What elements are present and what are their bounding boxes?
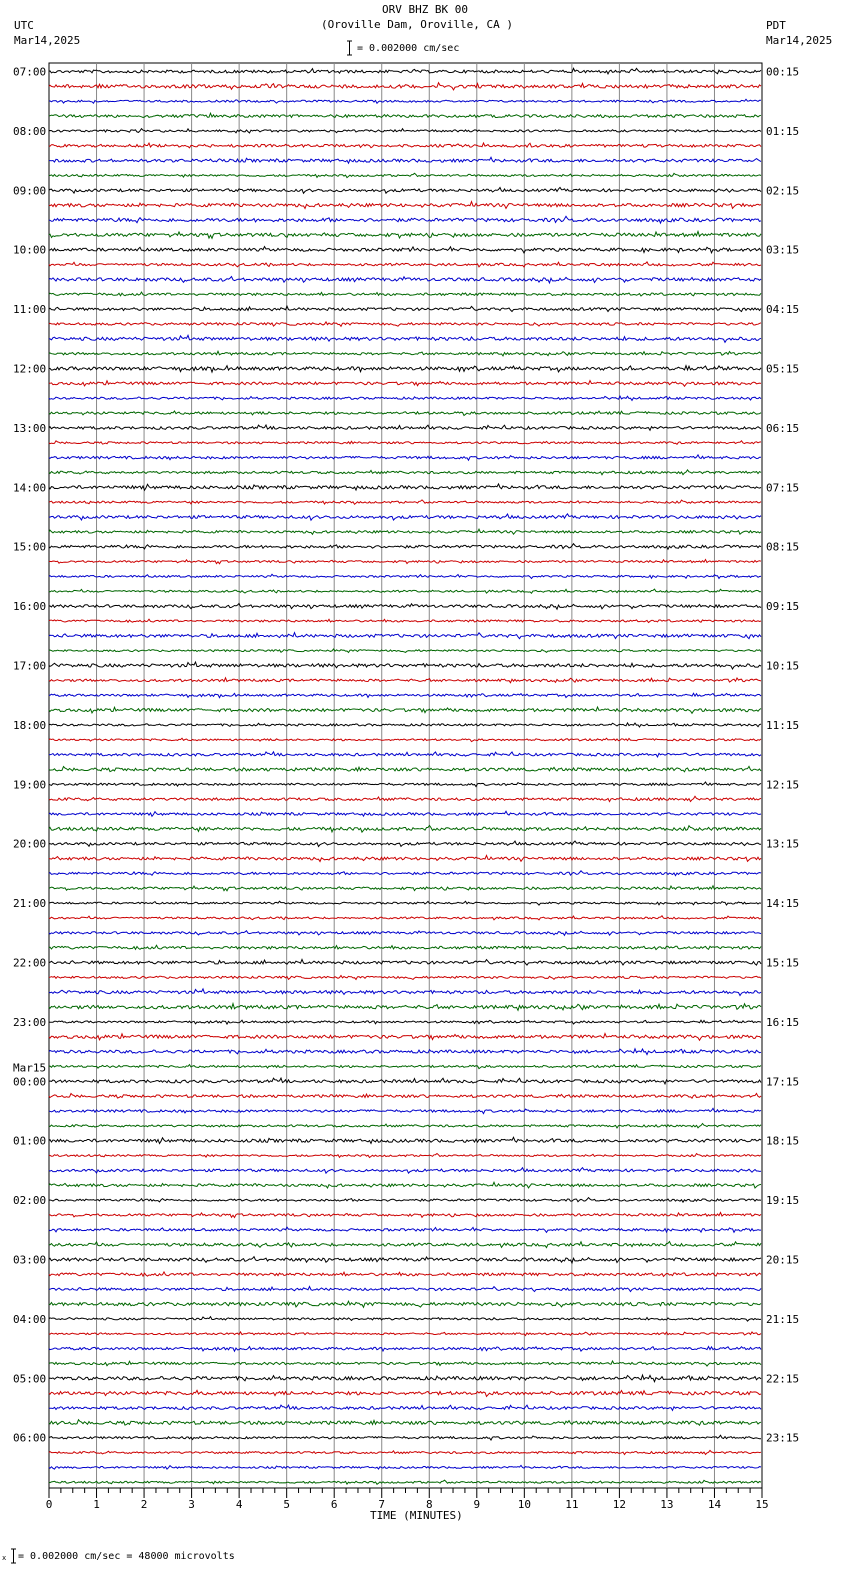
seismic-trace bbox=[49, 455, 761, 460]
x-tick-label: 14 bbox=[707, 1498, 722, 1511]
seismic-trace bbox=[49, 113, 761, 117]
seismic-trace bbox=[49, 1034, 761, 1041]
seismic-trace bbox=[49, 143, 761, 148]
seismic-trace bbox=[49, 871, 761, 876]
seismic-trace bbox=[49, 901, 761, 905]
seismic-trace bbox=[49, 723, 761, 727]
utc-hour-label: 02:00 bbox=[13, 1194, 47, 1208]
utc-hour-label: 12:00 bbox=[13, 362, 47, 376]
pdt-hour-label: 20:15 bbox=[766, 1253, 800, 1267]
pdt-hour-label: 21:15 bbox=[766, 1312, 800, 1326]
seismic-trace bbox=[49, 826, 761, 833]
date-change-label: Mar15 bbox=[13, 1061, 47, 1075]
seismic-trace bbox=[49, 811, 761, 816]
pdt-hour-label: 07:15 bbox=[766, 481, 800, 495]
seismic-trace bbox=[49, 841, 761, 847]
seismic-trace bbox=[49, 574, 761, 578]
seismic-trace bbox=[49, 425, 761, 430]
seismic-trace bbox=[49, 396, 761, 400]
seismic-trace bbox=[49, 232, 761, 239]
seismic-trace bbox=[49, 1108, 761, 1113]
seismic-trace bbox=[49, 1332, 761, 1336]
seismic-trace bbox=[49, 1375, 761, 1382]
seismic-trace bbox=[49, 277, 761, 283]
utc-hour-label: 16:00 bbox=[13, 600, 47, 614]
x-tick-label: 3 bbox=[188, 1498, 195, 1511]
x-tick-label: 5 bbox=[283, 1498, 290, 1511]
utc-hour-label: 08:00 bbox=[13, 124, 47, 138]
seismic-trace bbox=[49, 693, 761, 697]
station-title: ORV BHZ BK 00 bbox=[381, 3, 469, 16]
scale-text: = 0.002000 cm/sec bbox=[357, 43, 460, 54]
utc-hour-label: 18:00 bbox=[13, 718, 47, 732]
seismic-trace bbox=[49, 529, 761, 534]
x-tick-label: 0 bbox=[45, 1498, 53, 1511]
seismic-trace bbox=[49, 83, 761, 90]
seismic-trace bbox=[49, 1065, 761, 1069]
x-tick-label: 2 bbox=[140, 1498, 148, 1511]
location-title: (Oroville Dam, Oroville, CA ) bbox=[320, 18, 514, 31]
seismic-trace bbox=[49, 366, 761, 373]
seismic-trace bbox=[49, 1390, 761, 1396]
seismic-trace bbox=[49, 1347, 761, 1352]
right-date: Mar14,2025 bbox=[766, 34, 833, 47]
footer-scale bbox=[2, 1548, 235, 1564]
x-tick-label: 8 bbox=[425, 1498, 433, 1511]
utc-hour-label: 19:00 bbox=[13, 778, 47, 792]
seismic-trace bbox=[49, 707, 761, 713]
seismic-trace bbox=[49, 678, 761, 683]
pdt-hour-label: 16:15 bbox=[766, 1015, 800, 1029]
x-tick-label: 4 bbox=[235, 1498, 243, 1511]
footer-scale-text: = 0.002000 cm/sec = 48000 microvolts bbox=[18, 1551, 235, 1562]
x-tick-label: 1 bbox=[93, 1498, 100, 1511]
seismic-trace bbox=[49, 173, 761, 177]
seismic-trace bbox=[49, 1301, 761, 1307]
seismic-trace bbox=[49, 604, 761, 610]
utc-hour-label: 00:00 bbox=[13, 1075, 47, 1089]
seismic-trace bbox=[49, 411, 761, 416]
seismic-trace bbox=[49, 514, 761, 520]
left-date: Mar14,2025 bbox=[14, 34, 81, 47]
seismic-trace bbox=[49, 976, 761, 980]
seismic-trace bbox=[49, 470, 761, 475]
x-axis-title: TIME (MINUTES) bbox=[370, 1509, 463, 1522]
seismic-trace bbox=[49, 129, 761, 133]
utc-hour-label: 20:00 bbox=[13, 837, 47, 851]
pdt-hour-label: 18:15 bbox=[766, 1134, 800, 1148]
seismic-trace bbox=[49, 292, 761, 296]
seismic-trace bbox=[49, 1227, 761, 1232]
seismic-trace bbox=[49, 500, 761, 504]
x-tick-label: 9 bbox=[473, 1498, 481, 1511]
seismic-trace bbox=[49, 649, 761, 653]
left-timezone: UTC bbox=[14, 19, 34, 32]
seismic-trace bbox=[49, 1465, 761, 1469]
seismic-trace bbox=[49, 959, 761, 965]
utc-hour-label: 17:00 bbox=[13, 659, 47, 673]
pdt-hour-label: 13:15 bbox=[766, 837, 800, 851]
seismic-trace bbox=[49, 589, 761, 593]
pdt-hour-label: 11:15 bbox=[766, 718, 800, 732]
seismic-trace bbox=[49, 157, 761, 163]
seismic-trace bbox=[49, 441, 761, 445]
pdt-hour-label: 14:15 bbox=[766, 897, 800, 911]
pdt-hour-label: 15:15 bbox=[766, 956, 800, 970]
svg-text:x: x bbox=[2, 1554, 7, 1562]
utc-hour-label: 03:00 bbox=[13, 1253, 47, 1267]
seismic-trace bbox=[49, 886, 761, 891]
seismic-trace bbox=[49, 662, 761, 669]
utc-hour-label: 23:00 bbox=[13, 1015, 47, 1029]
seismic-trace bbox=[49, 1154, 761, 1158]
seismic-trace bbox=[49, 1317, 761, 1321]
seismic-trace bbox=[49, 1078, 761, 1084]
seismic-trace bbox=[49, 247, 761, 253]
utc-hour-label: 06:00 bbox=[13, 1431, 47, 1445]
seismic-trace bbox=[49, 1124, 761, 1128]
scale-bar-icon bbox=[2, 1548, 18, 1564]
x-tick-label: 13 bbox=[660, 1498, 674, 1511]
pdt-hour-label: 19:15 bbox=[766, 1194, 800, 1208]
seismic-trace bbox=[49, 855, 761, 861]
seismic-trace bbox=[49, 1435, 761, 1440]
seismic-trace bbox=[49, 1093, 761, 1098]
pdt-hour-label: 10:15 bbox=[766, 659, 800, 673]
seismic-trace bbox=[49, 306, 761, 311]
seismic-trace bbox=[49, 738, 761, 741]
seismic-trace bbox=[49, 202, 761, 209]
x-tick-label: 10 bbox=[517, 1498, 531, 1511]
utc-hour-label: 01:00 bbox=[13, 1134, 47, 1148]
seismic-trace bbox=[49, 619, 761, 622]
seismic-trace bbox=[49, 484, 761, 490]
seismic-trace bbox=[49, 931, 761, 936]
seismic-trace bbox=[49, 989, 761, 996]
seismic-trace bbox=[49, 1020, 761, 1024]
utc-hour-label: 05:00 bbox=[13, 1372, 47, 1386]
pdt-hour-label: 02:15 bbox=[766, 184, 800, 198]
pdt-hour-label: 03:15 bbox=[766, 243, 800, 257]
x-tick-label: 7 bbox=[378, 1498, 386, 1511]
seismic-trace bbox=[49, 1480, 761, 1484]
pdt-hour-label: 17:15 bbox=[766, 1075, 800, 1089]
seismic-trace bbox=[49, 1213, 761, 1218]
pdt-hour-label: 05:15 bbox=[766, 362, 800, 376]
seismic-trace bbox=[49, 99, 761, 103]
seismic-trace bbox=[49, 782, 761, 787]
utc-hour-label: 07:00 bbox=[13, 65, 47, 79]
seismic-trace bbox=[49, 1182, 761, 1188]
seismic-trace bbox=[49, 1272, 761, 1277]
seismic-trace bbox=[49, 1361, 761, 1366]
pdt-hour-label: 06:15 bbox=[766, 421, 800, 435]
pdt-hour-label: 09:15 bbox=[766, 600, 800, 614]
right-timezone: PDT bbox=[766, 19, 786, 32]
utc-hour-label: 22:00 bbox=[13, 956, 47, 970]
seismic-trace bbox=[49, 1168, 761, 1174]
utc-hour-label: 15:00 bbox=[13, 540, 47, 554]
utc-hour-label: 09:00 bbox=[13, 184, 47, 198]
seismic-trace bbox=[49, 916, 761, 920]
seismic-trace bbox=[49, 945, 761, 949]
x-tick-label: 11 bbox=[565, 1498, 579, 1511]
seismic-trace bbox=[49, 335, 761, 342]
seismic-trace bbox=[49, 1242, 761, 1248]
seismic-trace bbox=[49, 560, 761, 564]
utc-hour-label: 14:00 bbox=[13, 481, 47, 495]
seismic-trace bbox=[49, 187, 761, 193]
seismic-trace bbox=[49, 1004, 761, 1011]
x-tick-label: 6 bbox=[330, 1498, 338, 1511]
pdt-hour-label: 22:15 bbox=[766, 1372, 800, 1386]
utc-hour-label: 13:00 bbox=[13, 421, 47, 435]
seismic-trace bbox=[49, 544, 761, 550]
x-tick-label: 12 bbox=[612, 1498, 627, 1511]
seismic-trace bbox=[49, 68, 761, 74]
seismic-trace bbox=[49, 1405, 761, 1410]
seismic-trace bbox=[49, 633, 761, 639]
utc-hour-label: 21:00 bbox=[13, 897, 47, 911]
pdt-hour-label: 00:15 bbox=[766, 65, 800, 79]
seismic-trace bbox=[49, 1049, 761, 1055]
seismic-trace bbox=[49, 1287, 761, 1292]
seismic-trace bbox=[49, 752, 761, 757]
seismic-trace bbox=[49, 216, 761, 223]
seismic-trace bbox=[49, 262, 761, 267]
seismic-trace bbox=[49, 766, 761, 771]
pdt-hour-label: 04:15 bbox=[766, 303, 800, 317]
utc-hour-label: 04:00 bbox=[13, 1312, 47, 1326]
x-tick-label: 15 bbox=[755, 1498, 769, 1511]
utc-hour-label: 11:00 bbox=[13, 303, 47, 317]
seismic-trace bbox=[49, 381, 761, 387]
seismic-trace bbox=[49, 322, 761, 326]
pdt-hour-label: 23:15 bbox=[766, 1431, 800, 1445]
seismic-trace bbox=[49, 351, 761, 356]
pdt-hour-label: 12:15 bbox=[766, 778, 800, 792]
seismic-trace bbox=[49, 1450, 761, 1454]
seismic-trace bbox=[49, 796, 761, 801]
seismic-trace bbox=[49, 1198, 761, 1203]
seismic-trace bbox=[49, 1137, 761, 1143]
utc-hour-label: 10:00 bbox=[13, 243, 47, 257]
pdt-hour-label: 01:15 bbox=[766, 124, 800, 138]
seismic-trace bbox=[49, 1257, 761, 1263]
pdt-hour-label: 08:15 bbox=[766, 540, 800, 554]
seismic-trace bbox=[49, 1420, 761, 1426]
